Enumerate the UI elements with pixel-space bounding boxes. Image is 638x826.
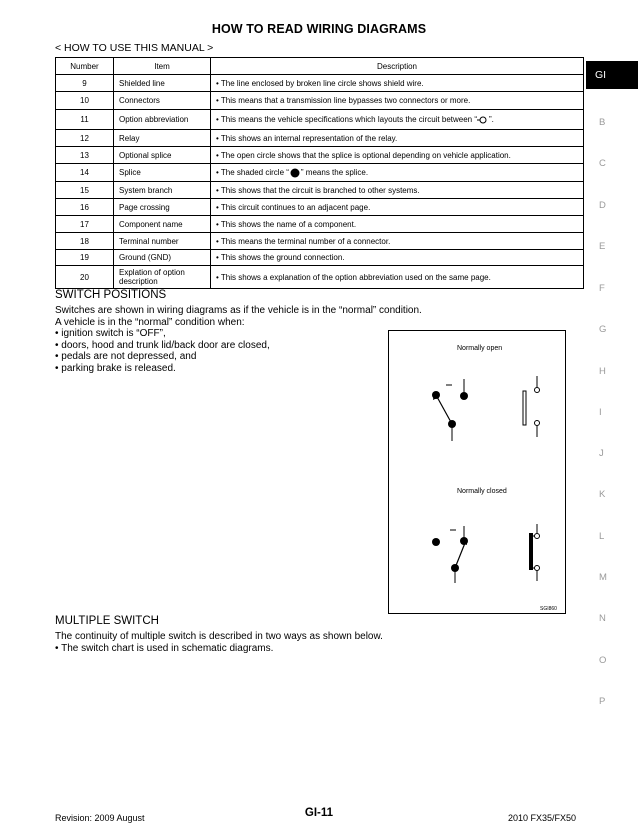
row-description: [211, 266, 584, 289]
table-row: [56, 92, 584, 110]
table-row: [56, 199, 584, 216]
table-row: [56, 147, 584, 164]
row-description: [211, 216, 584, 233]
row-item: Ground (GND): [114, 250, 211, 266]
row-description: [211, 130, 584, 147]
row-description: [211, 182, 584, 199]
row-item: Splice: [114, 164, 211, 182]
switch-bullet: • parking brake is released.: [55, 362, 176, 374]
description-text: • The shaded circle “: [216, 167, 289, 177]
row-item: Component name: [114, 216, 211, 233]
row-description: [211, 250, 584, 266]
row-number: 13: [56, 147, 114, 164]
row-item: Relay: [114, 130, 211, 147]
section-index-h[interactable]: H: [599, 366, 606, 377]
row-item: Shielded line: [114, 75, 211, 92]
row-item: Page crossing: [114, 199, 211, 216]
row-number: 18: [56, 233, 114, 250]
row-number: 9: [56, 75, 114, 92]
row-description: [211, 110, 584, 130]
section-tab-gi[interactable]: GI: [586, 61, 638, 89]
closed-push-switch-symbol: [529, 524, 540, 581]
table-row: [56, 182, 584, 199]
section-index-e[interactable]: E: [599, 241, 606, 252]
description-text: • The line enclosed by broken line circle shows shield wire.: [216, 78, 424, 88]
switch-bullet: • pedals are not depressed, and: [55, 351, 197, 362]
row-number: 19: [56, 250, 114, 266]
row-number: 20: [56, 266, 114, 289]
table-row: [56, 233, 584, 250]
row-number: 16: [56, 199, 114, 216]
switch-diagram: [389, 331, 565, 613]
row-number: 15: [56, 182, 114, 199]
switch-bullet: • doors, hood and trunk lid/back door are closed,: [55, 339, 270, 351]
figure-code: SGI860: [540, 606, 557, 612]
table-row: [56, 110, 584, 130]
table-row: [56, 75, 584, 92]
section-index-o[interactable]: O: [599, 655, 607, 666]
section-index-b[interactable]: B: [599, 117, 606, 128]
header-item: Item: [114, 58, 211, 75]
row-description: [211, 233, 584, 250]
section-index-n[interactable]: N: [599, 613, 606, 624]
row-number: 10: [56, 92, 114, 110]
row-item: Optional splice: [114, 147, 211, 164]
description-text: • This means the vehicle specifications which layouts the circuit between “: [216, 114, 477, 124]
switch-positions-figure: [388, 330, 566, 614]
row-number: 11: [56, 110, 114, 130]
switch-intro-line1: Switches are shown in wiring diagrams as if the vehicle is in the “normal” condition.: [55, 305, 422, 316]
multiple-switch-line1: The continuity of multiple switch is described in two ways as shown below.: [55, 631, 383, 642]
description-text: • This shows the ground connection.: [216, 253, 345, 262]
row-number: 14: [56, 164, 114, 182]
section-index-f[interactable]: F: [599, 283, 605, 294]
row-item: Terminal number: [114, 233, 211, 250]
table-row: [56, 266, 584, 289]
table-row: [56, 130, 584, 147]
label-normally-open: Normally open: [457, 345, 503, 352]
header-number: Number: [56, 58, 114, 75]
header-description: Description: [211, 58, 584, 75]
description-text: • This shows an internal representation of the relay.: [216, 133, 398, 143]
open-push-switch-symbol: [523, 376, 540, 437]
open-lever-switch-symbol: [432, 379, 468, 441]
open-circle-icon: [477, 115, 489, 125]
table-header-row: [56, 58, 584, 75]
switch-positions-heading: SWITCH POSITIONS: [55, 289, 167, 301]
multiple-switch-text: [55, 631, 383, 654]
row-description: [211, 92, 584, 110]
section-index-d[interactable]: D: [599, 200, 606, 211]
breadcrumb: < HOW TO USE THIS MANUAL >: [55, 42, 214, 54]
description-text: • The open circle shows that the splice is optional depending on vehicle application.: [216, 150, 511, 160]
legend-table: [55, 57, 584, 289]
description-text: • This means the terminal number of a connector.: [216, 236, 391, 246]
section-index-c[interactable]: C: [599, 158, 606, 169]
row-item: Option abbreviation: [114, 110, 211, 130]
page-title: HOW TO READ WIRING DIAGRAMS: [211, 22, 427, 36]
row-item: System branch: [114, 182, 211, 199]
switch-bullet: • ignition switch is “OFF”,: [55, 328, 166, 339]
table-row: [56, 164, 584, 182]
closed-lever-switch-symbol: [432, 526, 468, 583]
row-description: [211, 147, 584, 164]
section-index-g[interactable]: G: [599, 324, 607, 335]
switch-intro-line2: A vehicle is in the “normal” condition when:: [55, 316, 245, 328]
section-index-m[interactable]: M: [599, 572, 607, 583]
description-text: • This means that a transmission line bypasses two connectors or more.: [216, 96, 471, 105]
footer-page-number: GI-11: [304, 807, 334, 819]
description-text: • This shows a explanation of the option abbreviation used on the same page.: [216, 272, 491, 282]
shaded-circle-icon: [289, 168, 301, 178]
table-row: [56, 216, 584, 233]
section-index-p[interactable]: P: [599, 696, 606, 707]
footer-revision: Revision: 2009 August: [55, 813, 145, 823]
section-index-k[interactable]: K: [599, 489, 606, 500]
section-index-j[interactable]: J: [599, 448, 604, 459]
row-item: Connectors: [114, 92, 211, 110]
label-normally-closed: Normally closed: [457, 488, 507, 495]
description-suffix: ” means the splice.: [300, 167, 369, 177]
switch-positions-text: [55, 305, 422, 374]
row-description: [211, 75, 584, 92]
table-row: [56, 250, 584, 266]
row-description: [211, 199, 584, 216]
legend-table-container: [55, 57, 583, 289]
row-description: [211, 164, 584, 182]
row-number: 12: [56, 130, 114, 147]
description-suffix: ”.: [489, 114, 494, 124]
footer-model: 2010 FX35/FX50: [508, 813, 577, 823]
section-index-i[interactable]: I: [599, 407, 602, 418]
section-index-l[interactable]: L: [599, 531, 605, 542]
multiple-switch-heading: MULTIPLE SWITCH: [55, 615, 159, 627]
row-number: 17: [56, 216, 114, 233]
description-text: • This shows the name of a component.: [216, 219, 357, 229]
description-text: • This shows that the circuit is branched to other systems.: [216, 185, 420, 195]
multiple-switch-line2: • The switch chart is used in schematic diagrams.: [55, 642, 274, 654]
row-item: Explation of option description: [114, 266, 211, 289]
description-text: • This circuit continues to an adjacent page.: [216, 202, 371, 212]
